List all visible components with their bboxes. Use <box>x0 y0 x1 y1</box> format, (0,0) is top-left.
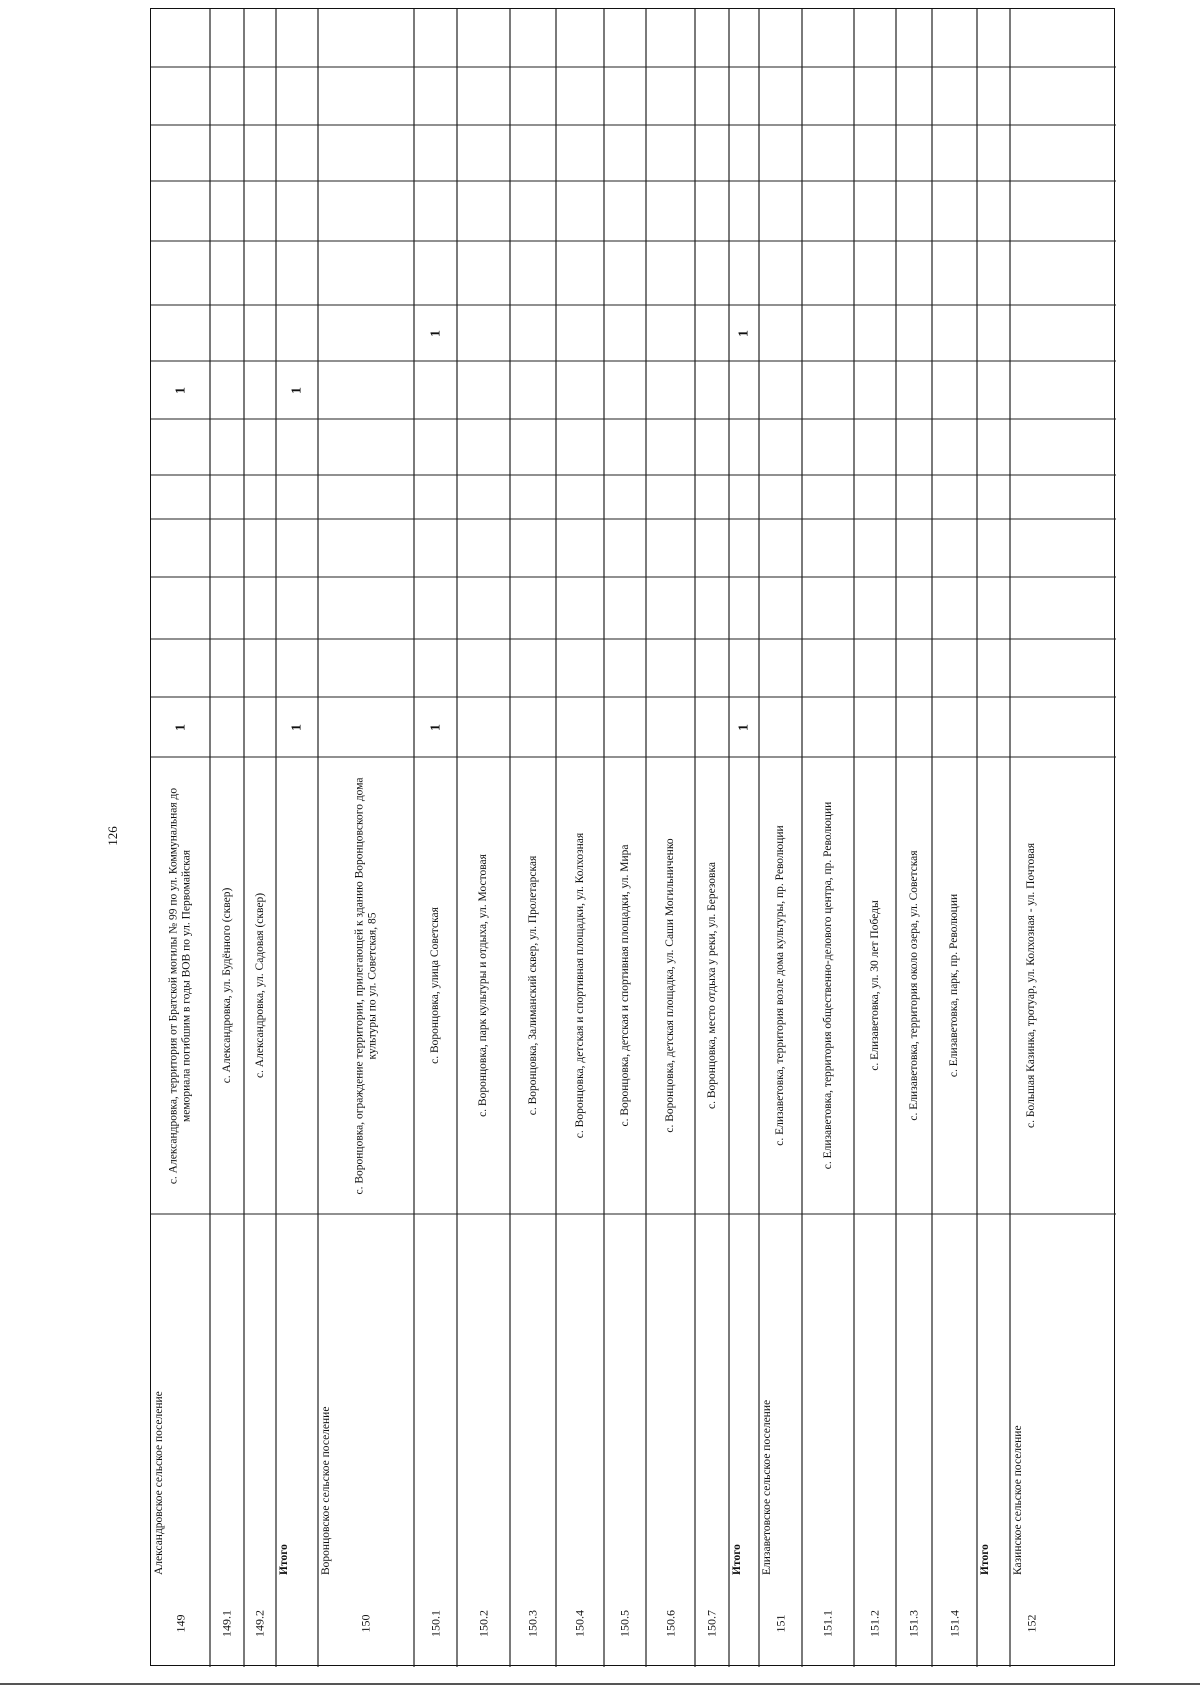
address-cell: с. Воронцовка, улица Советская <box>429 907 441 1064</box>
address-cell: с. Воронцовка, парк культуры и отдыха, ул. Мостовая <box>477 854 489 1117</box>
address-cell: с. Большая Казинка, тротуар, ул. Колхозная - ул. Почтовая <box>1025 843 1037 1128</box>
address-cell: с. Воронцовка, детская и спортивная площадки, ул. Колхозная <box>573 832 586 1139</box>
settlement-name: Елизаветовское сельское поселение <box>760 1399 773 1575</box>
address-cell: с. Елизаветовка, ул. 30 лет Победы <box>868 900 881 1071</box>
row-number: 150.7 <box>704 1609 719 1637</box>
row-number: 152 <box>1024 1614 1038 1632</box>
address-cell: с. Александровка, ул. Садовая (сквер) <box>253 892 266 1079</box>
row-number: 150.4 <box>572 1609 587 1637</box>
total-label: Итого <box>730 1544 743 1575</box>
value-v3: 1 <box>428 329 443 337</box>
value-v1: 1 <box>428 723 443 731</box>
address-cell: с. Воронцовка, место отдыха у реки, ул. Березовка <box>705 862 718 1110</box>
address-cell: с. Елизаветовка, парк, пр. Революции <box>948 893 960 1078</box>
value-v1: 1 <box>736 723 752 731</box>
row-number: 151.4 <box>947 1609 961 1637</box>
address-cell: с. Елизаветовка, территория общественно-делового центра, пр. Революции <box>821 801 834 1170</box>
address-cell: с. Воронцовка, Залиманский сквер, ул. Пролетарская <box>526 855 539 1116</box>
row-number: 151.3 <box>906 1609 921 1637</box>
row-number: 151 <box>773 1614 787 1632</box>
row-number: 149.1 <box>219 1609 234 1637</box>
settlement-name: Воронцовское сельское поселение <box>319 1406 332 1575</box>
value-v3: 1 <box>736 329 752 337</box>
address-cell: с. Воронцовка, детская площадка, ул. Саши Могильниченко <box>664 838 676 1133</box>
row-number: 150.2 <box>476 1609 490 1637</box>
row-number: 151.2 <box>867 1609 882 1637</box>
address-cell: с. Елизаветовка, территория около озера, ул. Советская <box>907 850 920 1121</box>
value-v2: 1 <box>173 386 188 394</box>
page-bottom-rule <box>0 1683 1200 1685</box>
row-number: 150.5 <box>617 1609 632 1637</box>
total-label: Итого <box>978 1544 991 1575</box>
row-number: 150.6 <box>663 1609 677 1637</box>
settlement-name: Александровское сельское поселение <box>152 1391 165 1575</box>
row-number: 149 <box>173 1614 187 1632</box>
registry-table <box>150 8 1115 1666</box>
table-grid <box>151 9 1116 1667</box>
address-cell: с. Александровка, территория от Братской могилы № 99 по ул. Коммунальная до мемориала погибшим в годы ВОВ по ул. Первомайская <box>167 787 193 1184</box>
address-cell: с. Воронцовка, детская и спортивная площадки, ул. Мира <box>618 844 631 1127</box>
row-number: 151.1 <box>820 1609 835 1637</box>
address-cell: с. Елизаветовка, территория возле дома культуры, пр. Революции <box>774 825 786 1146</box>
value-v1: 1 <box>173 723 188 731</box>
row-number: 150.1 <box>428 1609 442 1637</box>
row-number: 150.3 <box>525 1609 540 1637</box>
total-label: Итого <box>277 1544 290 1575</box>
page-number: 126 <box>105 826 120 846</box>
settlement-name: Казинское сельское поселение <box>1011 1425 1024 1575</box>
row-number: 150 <box>358 1614 373 1632</box>
row-number: 149.2 <box>252 1609 267 1637</box>
address-cell: с. Воронцовка, ограждение территории, прилегающей к зданию Воронцовского дома культуры по ул. Советская, 85 <box>353 776 378 1195</box>
value-v1: 1 <box>289 723 305 731</box>
address-cell: с. Александровка, ул. Будённого (сквер) <box>220 887 233 1084</box>
value-v2: 1 <box>289 386 305 394</box>
